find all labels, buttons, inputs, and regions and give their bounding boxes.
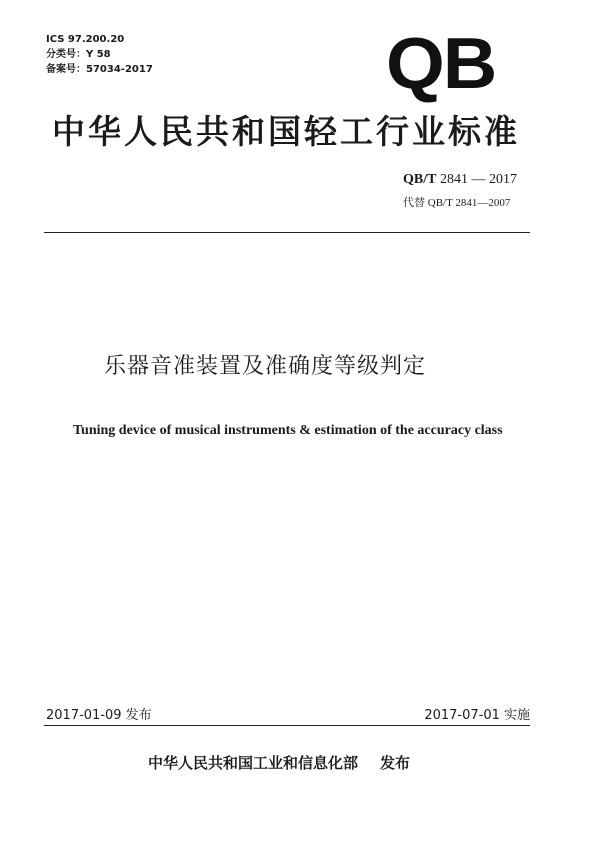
record-number: 备案号：57034-2017: [46, 64, 153, 75]
issuer-line: [148, 753, 410, 773]
ics-code: ICS 97.200.20: [46, 34, 125, 45]
issuer-name: 中华人民共和国工业和信息化部: [148, 754, 359, 772]
standard-code-number: 2841 — 2017: [436, 172, 517, 187]
replaces-standard: 代替 QB/T 2841—2007: [403, 197, 511, 209]
classification-number: 分类号：Y 58: [46, 49, 111, 60]
implement-date: 2017-07-01 实施: [424, 708, 530, 723]
bottom-divider: [44, 725, 530, 726]
qb-logo: QB: [386, 24, 496, 104]
page-title: 中华人民共和国轻工行业标准: [52, 112, 520, 151]
standard-code-prefix: QB/T: [403, 172, 437, 187]
issue-date: 2017-01-09 发布: [46, 708, 152, 723]
document-title-english: Tuning device of musical instruments & estimation of the accuracy class: [73, 423, 503, 438]
document-title-chinese: 乐器音准装置及准确度等级判定: [104, 354, 427, 379]
top-divider: [44, 232, 530, 233]
standard-number: [403, 171, 517, 189]
issuer-label: 发布: [380, 754, 411, 772]
